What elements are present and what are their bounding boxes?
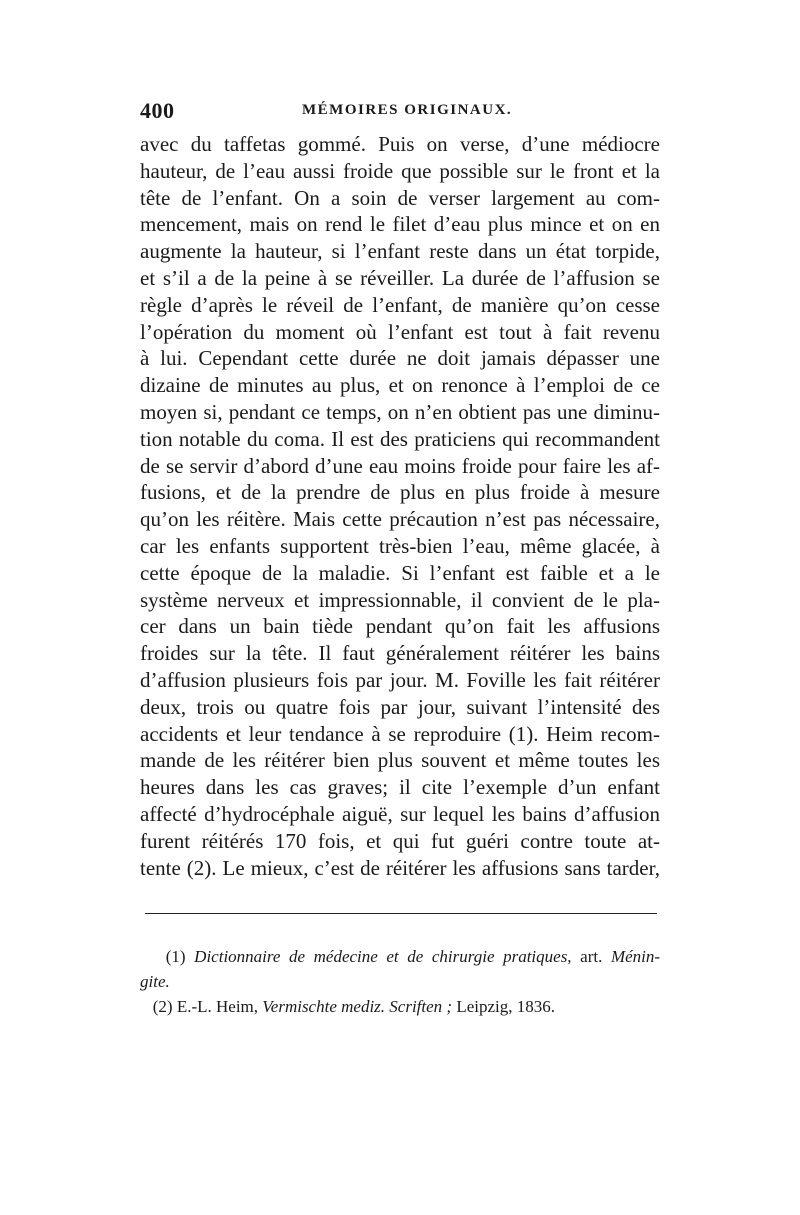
page-header	[140, 98, 660, 122]
footnote-title-continued: Ménin-	[610, 947, 660, 966]
text-line: fusions, et de la prendre de plus en plus froide à mesure	[140, 480, 660, 505]
footnote-author: E.-L. Heim,	[176, 997, 259, 1016]
footnote-separator	[145, 913, 657, 914]
text-line: tête de l’enfant. On a soin de verser largement au com-	[140, 185, 660, 210]
text-line: cette époque de la maladie. Si l’enfant est faible et a le	[140, 560, 660, 585]
footnote-1	[140, 944, 660, 969]
footnote-2	[140, 994, 660, 1019]
text-line: accidents et leur tendance à se reproduire (1). Heim recom-	[140, 721, 660, 746]
footnote-number: (2)	[152, 997, 173, 1016]
text-line: heures dans les cas graves; il cite l’exemple d’un enfant	[140, 775, 660, 800]
text-line: système nerveux et impressionnable, il convient de le pla-	[140, 587, 660, 612]
page-number: 400	[140, 98, 175, 123]
text-line: qu’on les réitère. Mais cette précaution n’est pas nécessaire,	[140, 507, 660, 532]
footnote-title: Dictionnaire de médecine et de chirurgie pratiques,	[194, 947, 572, 966]
text-line: hauteur, de l’eau aussi froide que possible sur le front et la	[140, 158, 660, 183]
text-line: affecté d’hydrocéphale aiguë, sur lequel les bains d’affusion	[140, 801, 660, 826]
text-line: tente (2). Le mieux, c’est de réitérer les affusions sans tarder,	[140, 855, 660, 880]
footnote-title: Vermischte mediz. Scriften ;	[262, 997, 453, 1016]
text-line: furent réitérés 170 fois, et qui fut guéri contre toute at-	[140, 828, 660, 853]
text-line: cer dans un bain tiède pendant qu’on fait les affusions	[140, 614, 660, 639]
text-line: augmente la hauteur, si l’enfant reste dans un état torpide,	[140, 239, 660, 264]
text-line: règle d’après le réveil de l’enfant, de manière qu’on cesse	[140, 292, 660, 317]
text-line: mencement, mais on rend le filet d’eau plus mince et on en	[140, 212, 660, 237]
text-line: et s’il a de la peine à se réveiller. La durée de l’affusion se	[140, 265, 660, 290]
text-line: froides sur la tête. Il faut généralement réitérer les bains	[140, 641, 660, 666]
footnote-suffix: art.	[580, 947, 603, 966]
text-line: dizaine de minutes au plus, et on renonce à l’emploi de ce	[140, 373, 660, 398]
text-line: mande de les réitérer bien plus souvent et même toutes les	[140, 748, 660, 773]
text-line: à lui. Cependant cette durée ne doit jamais dépasser une	[140, 346, 660, 371]
footnotes	[140, 944, 660, 1019]
footnote-number: (1)	[165, 947, 186, 966]
text-line: deux, trois ou quatre fois par jour, suivant l’intensité des	[140, 694, 660, 719]
text-line: tion notable du coma. Il est des praticiens qui recommandent	[140, 426, 660, 451]
text-line: d’affusion plusieurs fois par jour. M. Foville les fait réitérer	[140, 667, 660, 692]
text-line: de se servir d’abord d’une eau moins froide pour faire les af-	[140, 453, 660, 478]
footnote-place-date: Leipzig, 1836.	[456, 997, 555, 1016]
footnote-continuation-text: gite.	[140, 972, 170, 991]
text-line: moyen si, pendant ce temps, on n’en obtient pas une diminu-	[140, 399, 660, 424]
body-text	[140, 131, 660, 881]
text-line: l’opération du moment où l’enfant est tout à fait revenu	[140, 319, 660, 344]
running-head: MÉMOIRES ORIGINAUX.	[302, 102, 513, 118]
text-line: car les enfants supportent très-bien l’eau, même glacée, à	[140, 533, 660, 558]
footnote-1-continuation	[140, 969, 660, 994]
text-line: avec du taffetas gommé. Puis on verse, d’une médiocre	[140, 132, 660, 156]
